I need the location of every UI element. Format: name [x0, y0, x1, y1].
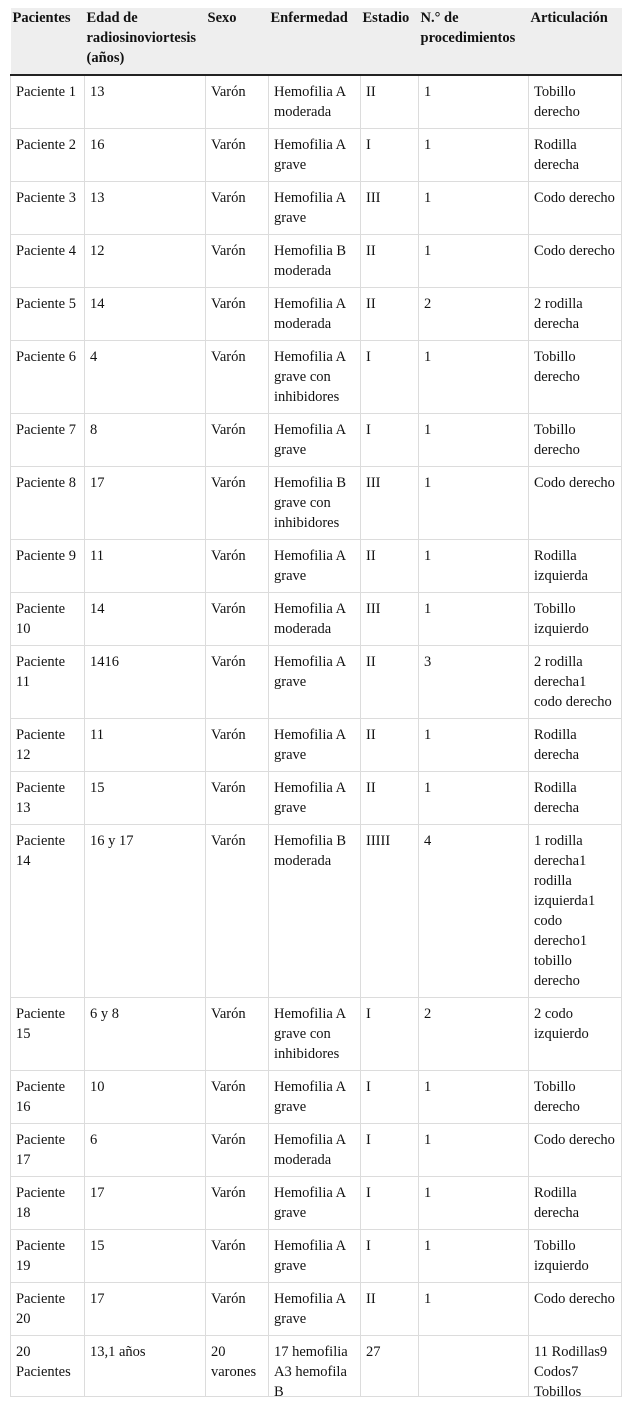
table-row	[11, 75, 622, 129]
cell-estadio: II	[361, 646, 419, 719]
cell-sexo: Varón	[206, 288, 269, 341]
table-row	[11, 998, 622, 1071]
table-row	[11, 467, 622, 540]
cell-pacientes: Paciente 3	[11, 182, 85, 235]
cell-edad: 16 y 17	[85, 825, 206, 998]
summary-row	[11, 1336, 622, 1397]
cell-sexo: Varón	[206, 467, 269, 540]
cell-pacientes: Paciente 9	[11, 540, 85, 593]
cell-enfermedad: Hemofilia A grave	[269, 719, 361, 772]
cell-enfermedad: Hemofilia A grave	[269, 540, 361, 593]
cell-sexo: Varón	[206, 341, 269, 414]
cell-articulacion: Tobillo derecho	[529, 341, 622, 414]
cell-articulacion: 2 rodilla derecha	[529, 288, 622, 341]
cell-pacientes: Paciente 11	[11, 646, 85, 719]
cell-pacientes	[11, 1336, 85, 1397]
cell-edad: 12	[85, 235, 206, 288]
cell-procedimientos: 1	[419, 341, 529, 414]
table-row	[11, 593, 622, 646]
table-row	[11, 719, 622, 772]
cell-enfermedad: Hemofilia A moderada	[269, 75, 361, 129]
cell-estadio: II	[361, 719, 419, 772]
cell-sexo: Varón	[206, 182, 269, 235]
cell-articulacion: Codo derecho	[529, 1124, 622, 1177]
cell-estadio: II	[361, 75, 419, 129]
cell-edad: 14	[85, 288, 206, 341]
table-row	[11, 129, 622, 182]
cell-procedimientos: 1	[419, 1283, 529, 1336]
cell-sexo: Varón	[206, 1230, 269, 1283]
cell-enfermedad: Hemofilia A moderada	[269, 288, 361, 341]
cell-procedimientos: 1	[419, 467, 529, 540]
cell-procedimientos: 1	[419, 772, 529, 825]
cell-sexo: Varón	[206, 1177, 269, 1230]
cell-pacientes: Paciente 6	[11, 341, 85, 414]
cell-procedimientos: 3	[419, 646, 529, 719]
cell-pacientes: Paciente 12	[11, 719, 85, 772]
cell-pacientes: Paciente 7	[11, 414, 85, 467]
cell-pacientes: Paciente 13	[11, 772, 85, 825]
cell-articulacion: Tobillo derecho	[529, 1071, 622, 1124]
cell-sexo: Varón	[206, 540, 269, 593]
table-row	[11, 1071, 622, 1124]
cell-edad: 11	[85, 719, 206, 772]
cell-enfermedad: Hemofilia A grave	[269, 772, 361, 825]
cell-procedimientos: 1	[419, 414, 529, 467]
cell-procedimientos: 1	[419, 182, 529, 235]
cell-estadio: I	[361, 1124, 419, 1177]
cell-procedimientos: 1	[419, 1071, 529, 1124]
cell-procedimientos: 1	[419, 235, 529, 288]
table-row	[11, 540, 622, 593]
cell-edad: 16	[85, 129, 206, 182]
cell-estadio: II	[361, 235, 419, 288]
cell-edad: 11	[85, 540, 206, 593]
cell-text: 17 hemofilia A3 hemofila B	[274, 1344, 348, 1400]
cell-edad: 17	[85, 1177, 206, 1230]
cell-edad: 8	[85, 414, 206, 467]
cell-articulacion: Rodilla derecha	[529, 772, 622, 825]
cell-enfermedad: Hemofilia A grave	[269, 414, 361, 467]
cell-edad: 6	[85, 1124, 206, 1177]
cell-enfermedad: Hemofilia A grave	[269, 1283, 361, 1336]
cell-pacientes: Paciente 16	[11, 1071, 85, 1124]
cell-sexo: Varón	[206, 1071, 269, 1124]
cell-sexo: Varón	[206, 1124, 269, 1177]
cell-text: 13,1 años	[90, 1344, 146, 1360]
cell-estadio: II	[361, 1283, 419, 1336]
cell-sexo: Varón	[206, 129, 269, 182]
cell-procedimientos: 1	[419, 1124, 529, 1177]
cell-procedimientos: 2	[419, 288, 529, 341]
cell-edad: 13	[85, 75, 206, 129]
cell-enfermedad: Hemofilia A grave	[269, 1177, 361, 1230]
cell-pacientes: Paciente 1	[11, 75, 85, 129]
table-row	[11, 1283, 622, 1336]
cell-articulacion: Tobillo izquierdo	[529, 1230, 622, 1283]
cell-sexo: Varón	[206, 235, 269, 288]
cell-procedimientos: 1	[419, 1177, 529, 1230]
cell-procedimientos: 1	[419, 129, 529, 182]
header-row	[11, 8, 622, 75]
header-enfermedad: Enfermedad	[269, 8, 361, 75]
cell-articulacion: Rodilla derecha	[529, 1177, 622, 1230]
header-estadio: Estadio	[361, 8, 419, 75]
cell-edad: 10	[85, 1071, 206, 1124]
cell-sexo: Varón	[206, 825, 269, 998]
cell-articulacion: 2 codo izquierdo	[529, 998, 622, 1071]
cell-articulacion: Rodilla derecha	[529, 129, 622, 182]
cell-estadio: III	[361, 182, 419, 235]
table-row	[11, 646, 622, 719]
cell-estadio: II	[361, 288, 419, 341]
cell-enfermedad: Hemofilia B moderada	[269, 825, 361, 998]
cell-articulacion: Tobillo izquierdo	[529, 593, 622, 646]
table-row	[11, 288, 622, 341]
cell-text: 20 Pacientes	[16, 1344, 71, 1380]
cell-enfermedad	[269, 1336, 361, 1400]
cell-sexo: Varón	[206, 593, 269, 646]
cell-estadio: I	[361, 341, 419, 414]
cell-articulacion: 1 rodilla derecha1 rodilla izquierda1 codo derecho1 tobillo derecho	[529, 825, 622, 998]
cell-edad	[85, 1336, 206, 1397]
header-articulacion: Articulación	[529, 8, 622, 75]
cell-text: 11 Rodillas9 Codos7 Tobillos	[534, 1344, 608, 1400]
cell-enfermedad: Hemofilia A grave con inhibidores	[269, 998, 361, 1071]
cell-articulacion: Codo derecho	[529, 1283, 622, 1336]
cell-pacientes: Paciente 20	[11, 1283, 85, 1336]
cell-estadio: II	[361, 540, 419, 593]
cell-enfermedad: Hemofilia A moderada	[269, 1124, 361, 1177]
cell-edad: 6 y 8	[85, 998, 206, 1071]
cell-sexo: Varón	[206, 414, 269, 467]
cell-enfermedad: Hemofilia A grave	[269, 646, 361, 719]
cell-pacientes: Paciente 17	[11, 1124, 85, 1177]
header-sexo: Sexo	[206, 8, 269, 75]
table-header	[11, 8, 622, 75]
table-row	[11, 235, 622, 288]
cell-edad: 14	[85, 593, 206, 646]
cell-articulacion: 2 rodilla derecha1 codo derecho	[529, 646, 622, 719]
cell-procedimientos: 1	[419, 593, 529, 646]
cell-enfermedad: Hemofilia A grave	[269, 129, 361, 182]
cell-edad: 15	[85, 772, 206, 825]
cell-edad: 1416	[85, 646, 206, 719]
table-row	[11, 182, 622, 235]
cell-estadio: I	[361, 129, 419, 182]
cell-pacientes: Paciente 14	[11, 825, 85, 998]
patients-table	[10, 8, 622, 1400]
cell-estadio: I	[361, 1230, 419, 1283]
cell-procedimientos: 4	[419, 825, 529, 998]
table-row	[11, 1230, 622, 1283]
cell-pacientes: Paciente 2	[11, 129, 85, 182]
cell-sexo: Varón	[206, 646, 269, 719]
header-procedimientos: N.° de procedimientos	[419, 8, 529, 75]
cell-estadio: I	[361, 414, 419, 467]
cell-enfermedad: Hemofilia A grave	[269, 1230, 361, 1283]
cell-articulacion: Tobillo derecho	[529, 414, 622, 467]
cell-enfermedad: Hemofilia A grave	[269, 1071, 361, 1124]
cell-pacientes: Paciente 5	[11, 288, 85, 341]
cell-estadio: I	[361, 1071, 419, 1124]
cell-edad: 4	[85, 341, 206, 414]
cell-estadio: I	[361, 998, 419, 1071]
cell-enfermedad: Hemofilia A moderada	[269, 593, 361, 646]
cell-sexo: Varón	[206, 1283, 269, 1336]
table-row	[11, 825, 622, 998]
table-row	[11, 341, 622, 414]
cell-pacientes: Paciente 18	[11, 1177, 85, 1230]
cell-articulacion	[529, 1336, 622, 1400]
cell-articulacion: Codo derecho	[529, 182, 622, 235]
cell-pacientes: Paciente 19	[11, 1230, 85, 1283]
table-body	[11, 75, 622, 1400]
cell-sexo	[206, 1336, 269, 1397]
cell-pacientes: Paciente 15	[11, 998, 85, 1071]
cell-articulacion: Rodilla derecha	[529, 719, 622, 772]
header-pacientes: Pacientes	[11, 8, 85, 75]
table-row	[11, 772, 622, 825]
cell-articulacion: Rodilla izquierda	[529, 540, 622, 593]
cell-text: 27	[366, 1344, 381, 1360]
cell-estadio: III	[361, 467, 419, 540]
cell-enfermedad: Hemofilia A grave con inhibidores	[269, 341, 361, 414]
cell-estadio: IIIII	[361, 825, 419, 998]
cell-pacientes: Paciente 8	[11, 467, 85, 540]
cell-procedimientos: 1	[419, 75, 529, 129]
table-row	[11, 1177, 622, 1230]
cell-articulacion: Codo derecho	[529, 235, 622, 288]
cell-text: 20 varones	[211, 1344, 257, 1380]
cell-sexo: Varón	[206, 772, 269, 825]
cell-estadio: II	[361, 772, 419, 825]
cell-sexo: Varón	[206, 719, 269, 772]
cell-procedimientos: 2	[419, 998, 529, 1071]
cell-procedimientos: 1	[419, 540, 529, 593]
cell-edad: 15	[85, 1230, 206, 1283]
cell-estadio: I	[361, 1177, 419, 1230]
cell-estadio: III	[361, 593, 419, 646]
header-edad: Edad de radiosinoviortesis (años)	[85, 8, 206, 75]
cell-pacientes: Paciente 10	[11, 593, 85, 646]
cell-enfermedad: Hemofilia A grave	[269, 182, 361, 235]
cell-pacientes: Paciente 4	[11, 235, 85, 288]
table-row	[11, 414, 622, 467]
table-row	[11, 1124, 622, 1177]
cell-sexo: Varón	[206, 75, 269, 129]
cell-articulacion: Tobillo derecho	[529, 75, 622, 129]
cell-edad: 13	[85, 182, 206, 235]
cell-articulacion: Codo derecho	[529, 467, 622, 540]
cell-procedimientos: 1	[419, 1230, 529, 1283]
cell-edad: 17	[85, 1283, 206, 1336]
cell-procedimientos: 1	[419, 719, 529, 772]
cell-edad: 17	[85, 467, 206, 540]
cell-estadio	[361, 1336, 419, 1397]
cell-procedimientos	[419, 1336, 529, 1397]
cell-enfermedad: Hemofilia B moderada	[269, 235, 361, 288]
cell-sexo: Varón	[206, 998, 269, 1071]
cell-enfermedad: Hemofilia B grave con inhibidores	[269, 467, 361, 540]
